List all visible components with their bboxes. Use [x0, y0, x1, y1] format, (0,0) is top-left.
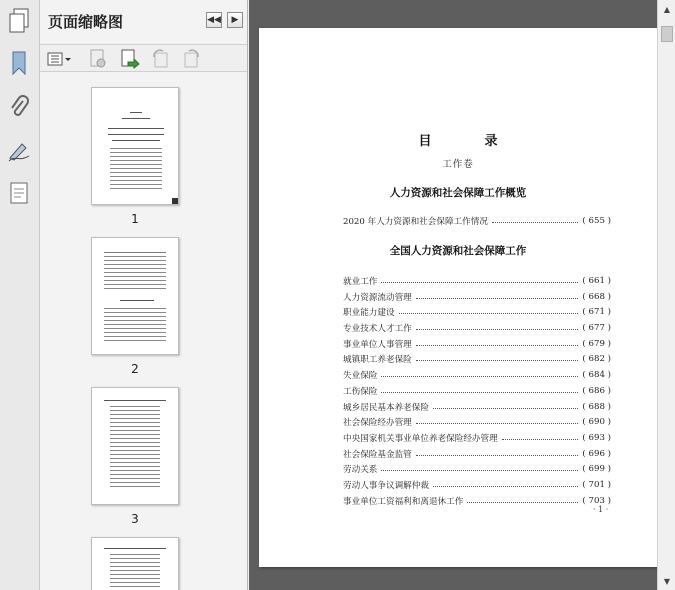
toc-entry[interactable]: 事业单位人事管理 ( 679 ) — [343, 338, 611, 350]
options-menu-icon[interactable] — [46, 49, 74, 69]
toc-entry[interactable]: 城乡居民基本养老保险 ( 688 ) — [343, 401, 611, 413]
toc-entry[interactable]: 城镇职工养老保险 ( 682 ) — [343, 353, 611, 365]
toc-entry[interactable]: 劳动关系 ( 699 ) — [343, 463, 611, 475]
section-heading: 全国人力资源和社会保障工作 — [389, 245, 527, 257]
navigation-rail — [0, 0, 40, 590]
toc-entry[interactable]: 就业工作 ( 661 ) — [343, 275, 611, 287]
toc-entry[interactable]: 社会保险基金监管 ( 696 ) — [343, 448, 611, 460]
page-thumbnail-label: 3 — [131, 512, 139, 526]
insert-page-icon[interactable] — [120, 49, 140, 69]
toc-entry[interactable]: 2020 年人力资源和社会保障工作情况 ( 655 ) — [343, 215, 611, 227]
toc-entry[interactable]: 专业技术人才工作 ( 677 ) — [343, 322, 611, 334]
thumbnail-panel — [40, 0, 248, 590]
toc-entry[interactable]: 中央国家机关事业单位养老保险经办管理 ( 693 ) — [343, 432, 611, 444]
page-thumbnails-icon[interactable] — [4, 6, 34, 36]
delete-page-icon[interactable] — [88, 49, 108, 69]
next-panel-button[interactable]: ▶ — [227, 12, 243, 28]
toc-entry[interactable]: 社会保险经办管理 ( 690 ) — [343, 416, 611, 428]
toc-entry[interactable]: 劳动人事争议调解仲裁 ( 701 ) — [343, 479, 611, 491]
page-thumbnail-2[interactable] — [91, 237, 179, 355]
rotate-ccw-icon[interactable] — [150, 49, 170, 69]
page-thumbnail-1[interactable] — [91, 87, 179, 205]
document-page — [259, 28, 657, 567]
toc-entry[interactable]: 职业能力建设 ( 671 ) — [343, 306, 611, 318]
bookmark-icon[interactable] — [4, 48, 34, 78]
toc-subtitle: 工作卷 — [442, 159, 474, 170]
scroll-down-icon[interactable]: ▼ — [663, 576, 671, 586]
attachment-icon[interactable] — [4, 92, 34, 122]
panel-title: 页面缩略图 — [48, 13, 124, 31]
thumbnail-toolbar — [40, 44, 247, 72]
toc-entry[interactable]: 事业单位工资福利和离退休工作 ( 703 ) — [343, 495, 611, 507]
page-thumbnail-label: 2 — [131, 362, 139, 376]
scrollbar-thumb[interactable] — [661, 26, 673, 42]
toc-entry[interactable]: 工伤保险 ( 686 ) — [343, 385, 611, 397]
document-scrollbar[interactable] — [657, 0, 675, 590]
section-heading: 人力资源和社会保障工作概览 — [389, 187, 527, 199]
collapse-panel-button[interactable]: ◀◀ — [206, 12, 222, 28]
page-thumbnail-label: 1 — [131, 212, 139, 226]
page-thumbnail-4[interactable] — [91, 537, 179, 590]
signature-icon[interactable] — [4, 136, 34, 166]
toc-entry[interactable]: 人力资源流动管理 ( 668 ) — [343, 291, 611, 303]
page-number: · 1 · — [593, 505, 609, 514]
document-view[interactable] — [249, 0, 657, 590]
layers-icon[interactable] — [4, 178, 34, 208]
page-thumbnail-3[interactable] — [91, 387, 179, 505]
toc-entry[interactable]: 失业保险 ( 684 ) — [343, 369, 611, 381]
toc-title: 目 录 — [418, 134, 518, 149]
scroll-up-icon[interactable]: ▲ — [663, 4, 671, 14]
thumbnail-list — [40, 73, 226, 590]
rotate-cw-icon[interactable] — [182, 49, 202, 69]
